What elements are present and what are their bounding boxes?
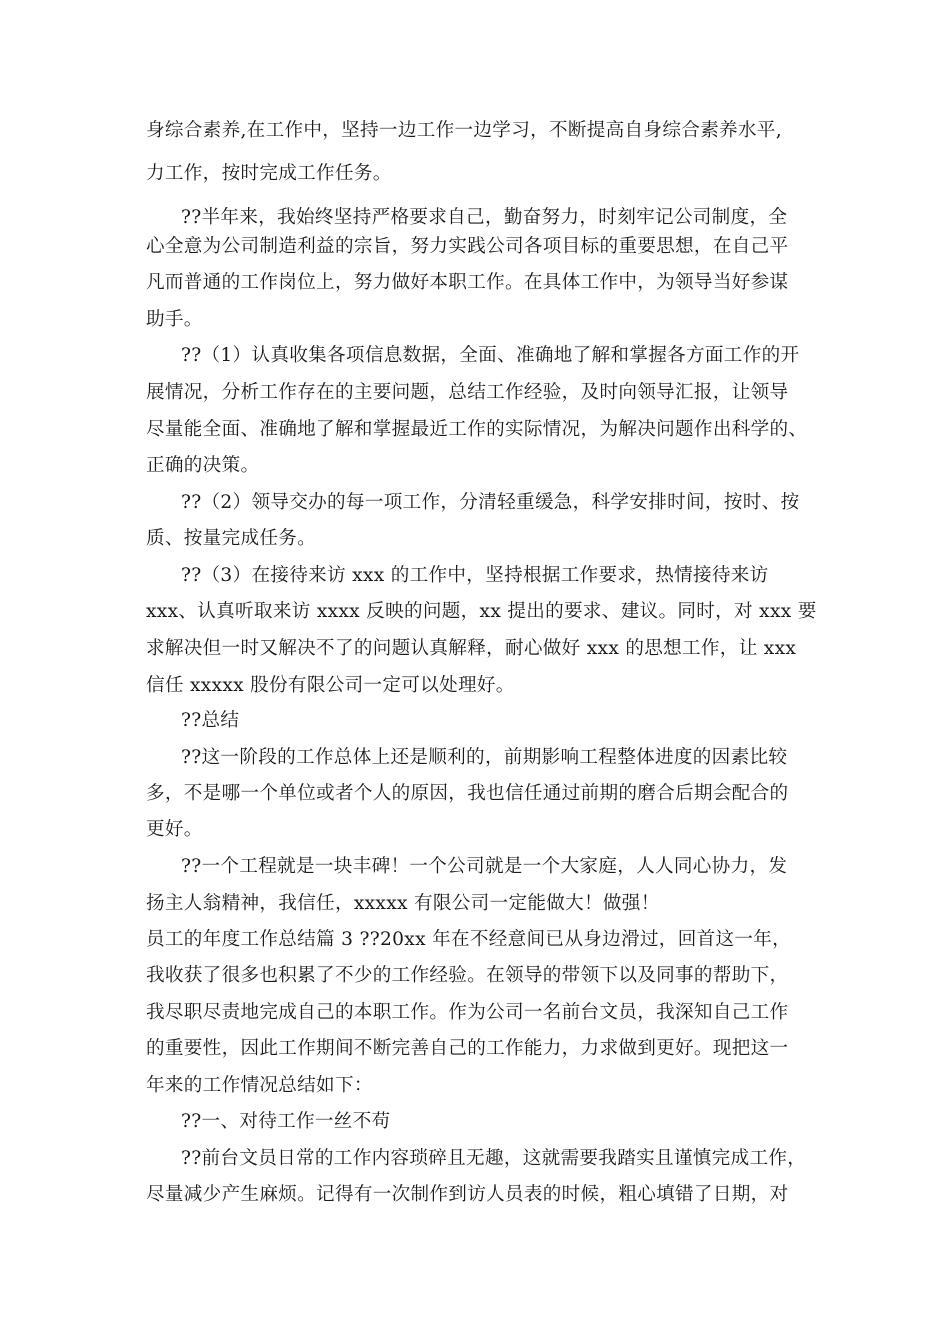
text-line-6: 助手。 — [146, 309, 203, 330]
section-heading-one: ??一、对待工作一丝不苟 — [181, 1111, 391, 1132]
section-heading-summary: ??总结 — [181, 710, 240, 731]
text-line-1: 身综合素养,在工作中，坚持一边工作一边学习，不断提高自身综合素养水平, — [146, 120, 782, 141]
text-line-14: xxx、认真听取来访 xxxx 反映的问题，xx 提出的要求、建议。同时，对 xxx 要 — [146, 601, 817, 622]
text-line-25: 我尽职尽责地完成自己的本职工作。作为公司一名前台文员，我深知自己工作 — [146, 1002, 789, 1023]
paragraph-half-year: ??半年来，我始终坚持严格要求自己，勤奋努力，时刻牢记公司制度，全 — [181, 207, 788, 228]
text-line-16: 信任 xxxxx 股份有限公司一定可以处理好。 — [146, 675, 515, 696]
text-line-15: 求解决但一时又解决不了的问题认真解释，耐心做好 xxx 的思想工作，让 xxx — [146, 638, 797, 659]
text-line-26: 的重要性，因此工作期间不断完善自己的工作能力，力求做到更好。现把这一 — [146, 1038, 789, 1059]
text-line-4: 心全意为公司制造利益的宗旨，努力实践公司各项目标的重要思想，在自己平 — [146, 236, 789, 257]
text-line-10: 正确的决策。 — [146, 455, 260, 476]
text-line-2: 力工作，按时完成工作任务。 — [146, 163, 392, 184]
paragraph-item-3: ??（3）在接待来访 xxx 的工作中，坚持根据工作要求，热情接待来访 — [181, 565, 769, 586]
text-line-27: 年来的工作情况总结如下： — [146, 1075, 373, 1096]
text-line-30: 尽量减少产生麻烦。记得有一次制作到访人员表的时候，粗心填错了日期，对 — [146, 1184, 789, 1205]
text-line-5: 凡而普通的工作岗位上，努力做好本职工作。在具体工作中，为领导当好参谋 — [146, 272, 789, 293]
paragraph-item-1: ??（1）认真收集各项信息数据，全面、准确地了解和掌握各方面工作的开 — [181, 345, 800, 366]
article-title-part-3: 员工的年度工作总结篇 3 ??20xx 年在不经意间已从身边滑过，回首这一年， — [146, 929, 792, 950]
text-line-19: 多，不是哪一个单位或者个人的原因，我也信任通过前期的磨合后期会配合的 — [146, 783, 789, 804]
text-line-9: 尽量能全面、准确地了解和掌握最近工作的实际情况，为解决问题作出科学的、 — [146, 419, 808, 440]
text-line-12: 质、按量完成任务。 — [146, 528, 317, 549]
text-line-8: 展情况，分析工作存在的主要问题，总结工作经验，及时向领导汇报，让领导 — [146, 382, 789, 403]
text-line-20: 更好。 — [146, 819, 203, 840]
paragraph-item-2: ??（2）领导交办的每一项工作，分清轻重缓急，科学安排时间，按时、按 — [181, 492, 800, 513]
text-line-22: 扬主人翁精神，我信任，xxxxx 有限公司一定能做大！做强！ — [146, 893, 660, 914]
text-line-24: 我收获了很多也积累了不少的工作经验。在领导的带领下以及同事的帮助下， — [146, 965, 789, 986]
paragraph-project: ??一个工程就是一块丰碑！一个公司就是一个大家庭，人人同心协力，发 — [181, 856, 788, 877]
paragraph-front-desk: ??前台文员日常的工作内容琐碎且无趣，这就需要我踏实且谨慎完成工作， — [181, 1148, 807, 1169]
paragraph-stage-summary: ??这一阶段的工作总体上还是顺利的，前期影响工程整体进度的因素比较 — [181, 747, 788, 768]
